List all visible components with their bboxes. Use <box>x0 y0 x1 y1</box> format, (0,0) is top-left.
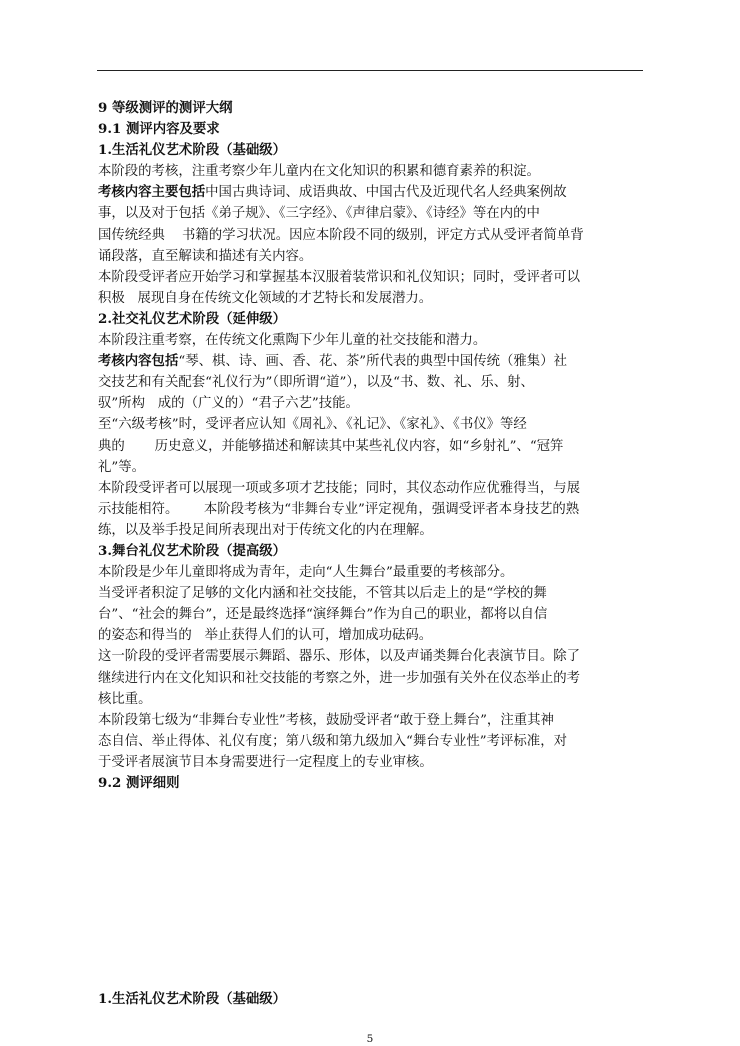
stage-2-para-2-line-3: 驭”所构 成的（广义的）“君子六艺”技能。 <box>98 396 359 412</box>
stage-3-para-3-line-2: 继续进行内在文化知识和社交技能的考察之外，进一步加强有关外在仪态举止的考 <box>98 670 581 686</box>
stage-1-para-3-line-2: 积极 展现自身在传统文化领域的才艺特长和发展潜力。 <box>98 290 433 306</box>
stage-1-para-2-line-3: 国传统经典 书籍的学习状况。因应本阶段不同的级别，评定方式从受评者简单背 <box>98 227 584 243</box>
stage-3-para-2-line-1: 当受评者积淀了足够的文化内涵和社交技能，不管其以后走上的是“学校的舞 <box>98 586 547 602</box>
stage-3-para-2-line-3: 的姿态和得当的 举止获得人们的认可，增加成功砝码。 <box>98 628 433 644</box>
stage-2-para-2-line-2: 交技艺和有关配套“礼仪行为”（即所谓“道”），以及“书、数、礼、乐、射、 <box>98 375 534 391</box>
stage-1-heading: 1.生活礼仪艺术阶段（基础级） <box>98 142 287 159</box>
line-text: 中国古典诗词、成语典故、中国古代及近现代名人经典案例故 <box>205 185 567 201</box>
stage-3-para-1: 本阶段是少年儿童即将成为青年，走向“人生舞台”最重要的考核部分。 <box>98 565 514 581</box>
stage-2-para-1: 本阶段注重考察，在传统文化熏陶下少年儿童的社交技能和潜力。 <box>98 333 487 349</box>
section-title: 9 等级测评的测评大纲 <box>98 100 233 116</box>
document-body <box>98 98 640 794</box>
stage-2-para-2-line-1 <box>98 351 640 372</box>
stage-3-para-4-line-3: 于受评者展演节目本身需要进行一定程度上的专业审核。 <box>98 754 433 770</box>
subsection-title-9-1: 9.1 测评内容及要求 <box>98 121 220 138</box>
stage-1-para-2-line-2: 事，以及对于包括《弟子规》、《三字经》、《声律启蒙》、《诗经》等在内的中 <box>98 206 540 222</box>
bold-lead: 考核内容主要包括 <box>98 184 206 201</box>
stage-2-para-4-line-3: 练，以及举手投足间所表现出对于传统文化的内在理解。 <box>98 522 433 538</box>
stage-3-para-2-line-2: 台”、“社会的舞台”，还是最终选择“演绎舞台”作为自己的职业，都将以自信 <box>98 607 548 623</box>
stage-2-para-3-line-2: 典的 历史意义，并能够描述和解读其中某些礼仪内容，如“乡射礼”、“冠笄 <box>98 438 564 454</box>
stage-1-detail-heading: 1.生活礼仪艺术阶段（基础级） <box>98 991 287 1007</box>
page-number: 5 <box>366 1033 374 1045</box>
stage-3-para-3-line-1: 这一阶段的受评者需要展示舞蹈、器乐、形体，以及声诵类舞台化表演节目。除了 <box>98 649 581 665</box>
header-rule <box>97 70 643 71</box>
bold-lead: 考核内容包括 <box>98 353 179 370</box>
stage-1-para-1: 本阶段的考核，注重考察少年儿童内在文化知识的积累和德育素养的积淀。 <box>98 164 540 180</box>
stage-1-para-3-line-1: 本阶段受评者应开始学习和掌握基本汉服着装常识和礼仪知识；同时，受评者可以 <box>98 269 581 285</box>
stage-2-para-3-line-1: 至“六级考核”时，受评者应认知《周礼》、《礼记》、《家礼》、《书仪》等经 <box>98 417 527 433</box>
stage-3-heading: 3.舞台礼仪艺术阶段（提高级） <box>98 542 287 559</box>
stage-2-heading: 2.社交礼仪艺术阶段（延伸级） <box>98 310 287 327</box>
subsection-title-9-2: 9.2 测评细则 <box>98 775 180 791</box>
line-text: “琴、棋、诗、画、香、花、茶”所代表的典型中国传统（雅集）社 <box>178 354 567 370</box>
stage-1-para-2-line-4: 诵段落，直至解读和描述有关内容。 <box>98 248 313 264</box>
stage-3-para-3-line-3: 核比重。 <box>98 691 152 707</box>
stage-2-para-3-line-3: 礼”等。 <box>98 459 146 475</box>
stage-1-para-2-line-1 <box>98 182 640 203</box>
stage-3-para-4-line-1: 本阶段第七级为“非舞台专业性”考核，鼓励受评者“敢于登上舞台”，注重其神 <box>98 712 554 728</box>
stage-3-para-4-line-2: 态自信、举止得体、礼仪有度；第八级和第九级加入“舞台专业性”考评标准，对 <box>98 733 567 749</box>
stage-2-para-4-line-2: 示技能相符。 本阶段考核为“非舞台专业”评定视角，强调受评者本身技艺的熟 <box>98 501 580 517</box>
stage-2-para-4-line-1: 本阶段受评者可以展现一项或多项才艺技能；同时，其仪态动作应优雅得当，与展 <box>98 480 581 496</box>
